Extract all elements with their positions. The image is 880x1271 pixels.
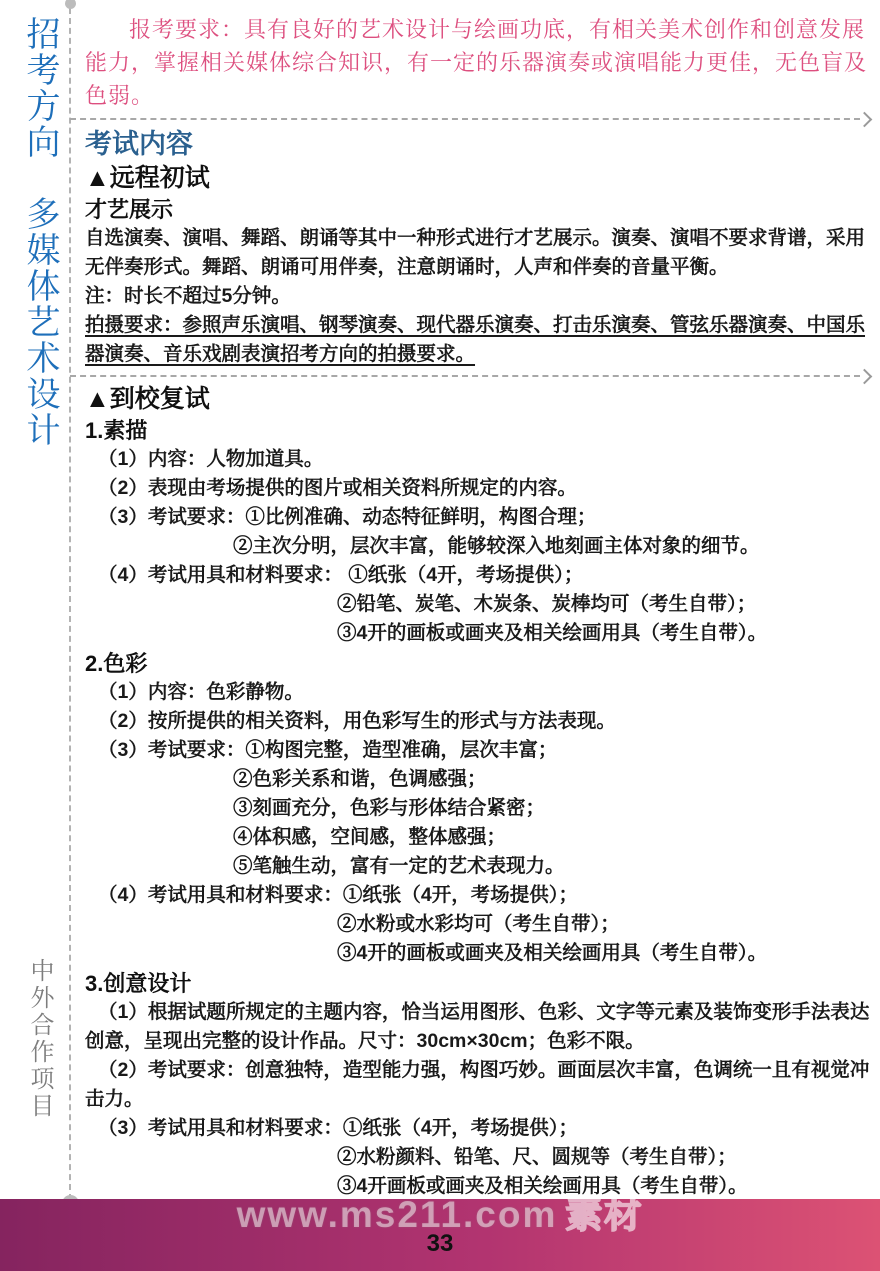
continuation-line: ③4开画板或画夹及相关绘画用具（考生自带）。 bbox=[337, 1175, 748, 1197]
continuation-line: ②水粉颜料、铅笔、尺、圆规等（考生自带）； bbox=[337, 1146, 737, 1168]
continuation-line: ⑤笔触生动，富有一定的艺术表现力。 bbox=[233, 855, 565, 877]
item-heading: 1.素描 bbox=[85, 418, 148, 443]
notice-line: 报考要求：具有良好的艺术设计与绘画功底，有相关美术创作和创意发展 bbox=[129, 17, 866, 42]
item-heading: 3.创意设计 bbox=[85, 971, 192, 996]
continuation-line: ②铅笔、炭笔、木炭条、炭棒均可（考生自带）； bbox=[337, 593, 757, 615]
continuation-line: ②水粉或水彩均可（考生自带）； bbox=[337, 913, 620, 935]
list-item-line: （2）表现由考场提供的图片或相关资料所规定的内容。 bbox=[98, 477, 577, 499]
notice-line: 色弱。 bbox=[85, 83, 155, 108]
list-item-line: （2）按所提供的相关资料，用色彩写生的形式与方法表现。 bbox=[98, 710, 616, 732]
item-heading: 才艺展示 bbox=[85, 197, 174, 222]
list-item-line: （3）考试要求：①构图完整，造型准确，层次丰富； bbox=[98, 739, 558, 761]
body-line: 自选演奏、演唱、舞蹈、朗诵等其中一种形式进行才艺展示。演奏、演唱不要求背谱，采用 bbox=[85, 227, 866, 249]
body-line: 无伴奏形式。舞蹈、朗诵可用伴奏，注意朗诵时，人声和伴奏的音量平衡。 bbox=[85, 256, 729, 278]
watermark-url-text: www.ms211.com bbox=[236, 1194, 558, 1235]
underlined-body-line: 器演奏、音乐戏剧表演招考方向的拍摄要求。 bbox=[85, 343, 476, 365]
item-heading: 2.色彩 bbox=[85, 651, 148, 676]
subsection-heading: ▲到校复试 bbox=[85, 385, 210, 413]
list-item-line: （4）考试用具和材料要求： ①纸张（4开，考场提供）； bbox=[98, 564, 584, 586]
continuation-line: ④体积感，空间感，整体感强； bbox=[233, 826, 507, 848]
list-item-line: （2）考试要求：创意独特，造型能力强，构图巧妙。画面层次丰富，色调统一且有视觉冲 bbox=[98, 1059, 870, 1081]
body-line: 注：时长不超过5分钟。 bbox=[85, 285, 291, 307]
sidebar-label-multimedia-art-design: 多媒体艺术设计 bbox=[21, 196, 58, 448]
sidebar-label-sino-foreign-program: 中外合作项目 bbox=[26, 958, 52, 1120]
notice-line: 能力，掌握相关媒体综合知识，有一定的乐器演奏或演唱能力更佳，无色盲及 bbox=[85, 50, 868, 75]
underlined-body-line: 拍摄要求：参照声乐演唱、钢琴演奏、现代器乐演奏、打击乐演奏、管弦乐器演奏、中国乐 bbox=[85, 314, 866, 336]
list-item-line: （4）考试用具和材料要求：①纸张（4开，考场提供）； bbox=[98, 884, 578, 906]
list-item-line: （3）考试用具和材料要求：①纸张（4开，考场提供）； bbox=[98, 1117, 578, 1139]
watermark-cjk-text: 素材 bbox=[565, 1194, 644, 1235]
dashed-arrow-divider bbox=[70, 112, 872, 126]
list-item-line: （1）根据试题所规定的主题内容，恰当运用图形、色彩、文字等元素及装饰变形手法表达 bbox=[98, 1001, 870, 1023]
sidebar-label-admission-direction: 招考方向 bbox=[21, 16, 58, 160]
continuation-line: ②色彩关系和谐，色调感强； bbox=[233, 768, 487, 790]
continuation-line: ③4开的画板或画夹及相关绘画用具（考生自带）。 bbox=[337, 942, 768, 964]
list-item-line: （3）考试要求：①比例准确、动态特征鲜明，构图合理； bbox=[98, 506, 597, 528]
dashed-arrow-divider bbox=[70, 369, 872, 383]
section-heading: 考试内容 bbox=[85, 129, 193, 159]
content-area bbox=[85, 0, 880, 1201]
continuation-line: ③刻画充分，色彩与形体结合紧密； bbox=[233, 797, 546, 819]
body-line: 创意，呈现出完整的设计作品。尺寸：30cm×30cm；色彩不限。 bbox=[85, 1030, 645, 1052]
continuation-line: ③4开的画板或画夹及相关绘画用具（考生自带）。 bbox=[337, 622, 768, 644]
page-number: 33 bbox=[426, 1230, 454, 1257]
divider-endpoint-dot-top bbox=[65, 0, 76, 9]
vertical-dashed-divider bbox=[69, 8, 71, 1200]
body-line: 击力。 bbox=[85, 1088, 144, 1110]
list-item-line: （1）内容：色彩静物。 bbox=[98, 681, 304, 703]
list-item-line: （1）内容：人物加道具。 bbox=[98, 448, 324, 470]
continuation-line: ②主次分明，层次丰富，能够较深入地刻画主体对象的细节。 bbox=[233, 535, 760, 557]
subsection-heading: ▲远程初试 bbox=[85, 164, 210, 192]
